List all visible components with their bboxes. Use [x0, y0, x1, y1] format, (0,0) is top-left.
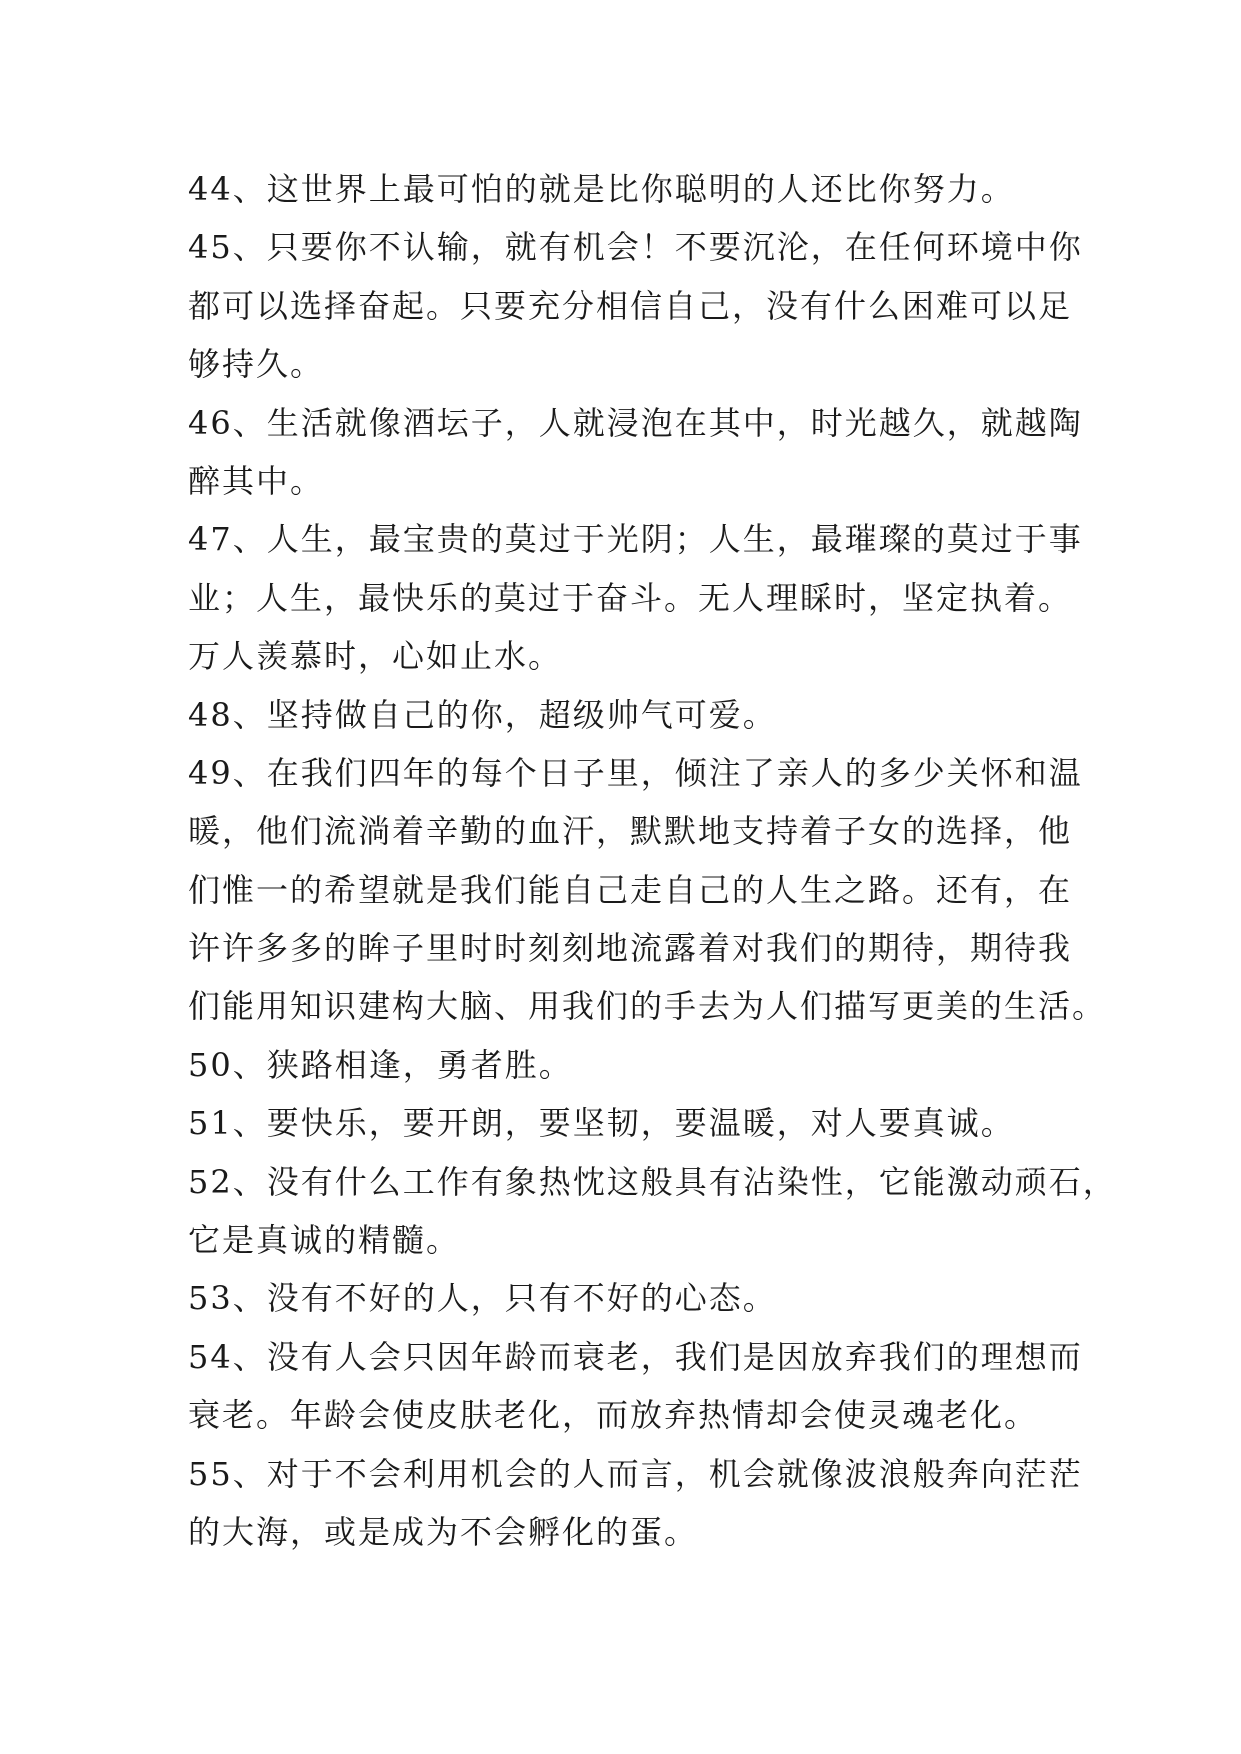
text-line: 万人羡慕时，心如止水。: [188, 637, 563, 676]
text-line: 49、在我们四年的每个日子里，倾注了亲人的多少关怀和温: [188, 753, 1083, 792]
text-line: 们能用知识建构大脑、用我们的手去为人们描写更美的生活。: [188, 987, 1107, 1026]
text-line: 业；人生，最快乐的莫过于奋斗。无人理睬时，坚定执着。: [188, 578, 1073, 617]
text-line: 46、生活就像酒坛子，人就浸泡在其中，时光越久，就越陶: [188, 403, 1083, 442]
text-line: 47、人生，最宝贵的莫过于光阴；人生，最璀璨的莫过于事: [188, 520, 1083, 559]
text-line: 醉其中。: [188, 461, 325, 500]
text-line: 们惟一的希望就是我们能自己走自己的人生之路。还有，在: [188, 870, 1073, 909]
text-line: 衰老。年龄会使皮肤老化，而放弃热情却会使灵魂老化。: [188, 1396, 1039, 1435]
text-line: 暖，他们流淌着辛勤的血汗，默默地支持着子女的选择，他: [188, 812, 1073, 851]
text-line: 都可以选择奋起。只要充分相信自己，没有什么困难可以足: [188, 286, 1073, 325]
text-line: 51、要快乐，要开朗，要坚韧，要温暖，对人要真诚。: [188, 1104, 1015, 1143]
text-line: 48、坚持做自己的你，超级帅气可爱。: [188, 695, 777, 734]
text-line: 52、没有什么工作有象热忱这般具有沾染性，它能激动顽石，: [188, 1162, 1117, 1201]
text-line: 的大海，或是成为不会孵化的蛋。: [188, 1512, 699, 1551]
text-line: 50、狭路相逢，勇者胜。: [188, 1045, 573, 1084]
text-line: 44、这世界上最可怕的就是比你聪明的人还比你努力。: [188, 170, 1015, 208]
text-line: 它是真诚的精髓。: [188, 1221, 461, 1260]
text-line: 55、对于不会利用机会的人而言，机会就像波浪般奔向茫茫: [188, 1454, 1083, 1493]
document-body: [188, 160, 1117, 1561]
text-line: 够持久。: [188, 345, 325, 384]
text-line: 54、没有人会只因年龄而衰老，我们是因放弃我们的理想而: [188, 1337, 1083, 1376]
text-line: 45、只要你不认输，就有机会！不要沉沦，在任何环境中你: [188, 228, 1083, 267]
text-line: 53、没有不好的人，只有不好的心态。: [188, 1279, 777, 1318]
text-line: 许许多多的眸子里时时刻刻地流露着对我们的期待，期待我: [188, 929, 1073, 968]
